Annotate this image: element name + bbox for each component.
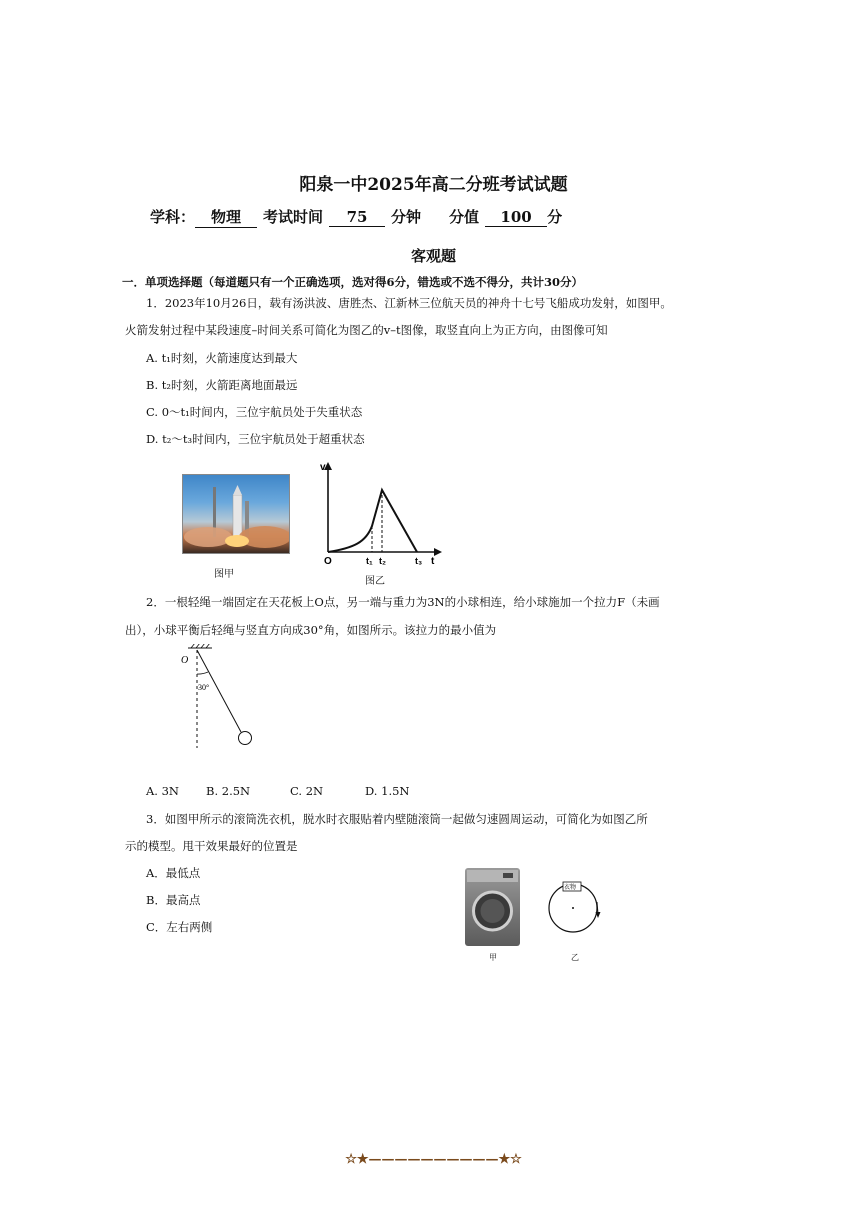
q2-option-c: C. 2N bbox=[290, 784, 324, 798]
q2-line1: 2．一根轻绳一端固定在天花板上O点，另一端与重力为3N的小球相连，给小球施加一个拉力F（未画 bbox=[146, 595, 660, 609]
graph-x-label: t bbox=[431, 556, 435, 567]
time-value: 75 bbox=[329, 208, 385, 227]
q1-line2: 火箭发射过程中某段速度–时间关系可简化为图乙的v–t图像，取竖直向上为正方向，由图像可知 bbox=[125, 323, 608, 337]
q1-option-d: D. t₂～t₃时间内，三位宇航员处于超重状态 bbox=[146, 432, 365, 446]
vt-graph bbox=[314, 458, 444, 570]
washing-machine-photo bbox=[465, 868, 520, 946]
exam-title: 阳泉一中2025年高二分班考试试题 bbox=[299, 175, 568, 195]
q1-option-c: C. 0～t₁时间内，三位宇航员处于失重状态 bbox=[146, 405, 363, 419]
score-label: 分值 bbox=[449, 208, 480, 226]
page-footer-ornament: ☆★——————————★☆ bbox=[345, 1152, 522, 1167]
time-label: 考试时间 bbox=[263, 208, 324, 226]
q2-option-b: B. 2.5N bbox=[206, 784, 251, 798]
part-heading: 一．单项选择题（每道题只有一个正确选项，选对得6分，错选或不选不得分，共计30分） bbox=[122, 275, 584, 289]
q3-option-a: A．最低点 bbox=[146, 866, 201, 880]
q3-option-c: C．左右两侧 bbox=[146, 920, 213, 934]
pendulum-diagram bbox=[178, 644, 268, 754]
point-o-label: O bbox=[181, 655, 189, 666]
q1-option-b: B. t₂时刻，火箭距离地面最远 bbox=[146, 378, 298, 392]
q2-option-d: D. 1.5N bbox=[365, 784, 410, 798]
q3-caption-model: 乙 bbox=[571, 953, 579, 962]
q3-line2: 示的模型。甩干效果最好的位置是 bbox=[125, 839, 298, 853]
clothes-label: 衣物 bbox=[564, 884, 577, 891]
q1-line1: 1．2023年10月26日，载有汤洪波、唐胜杰、江新林三位航天员的神舟十七号飞船成功发射，如图甲。 bbox=[146, 296, 672, 310]
graph-tick-t2: t₂ bbox=[379, 556, 386, 566]
q3-line1: 3．如图甲所示的滚筒洗衣机，脱水时衣服贴着内壁随滚筒一起做匀速圆周运动，可简化为如图乙所 bbox=[146, 812, 648, 826]
subject-value: 物理 bbox=[195, 206, 257, 228]
drum-model-diagram bbox=[545, 878, 605, 938]
graph-tick-t1: t₁ bbox=[366, 556, 373, 566]
rocket-launch-photo bbox=[182, 474, 290, 554]
angle-label: 30° bbox=[198, 683, 210, 692]
subject-label: 学科： bbox=[150, 208, 196, 226]
q3-option-b: B．最高点 bbox=[146, 893, 201, 907]
q2-option-a: A. 3N bbox=[146, 784, 179, 798]
graph-y-label: v bbox=[320, 462, 326, 473]
section-title: 客观题 bbox=[410, 247, 456, 265]
exam-info-line bbox=[150, 206, 562, 228]
score-value: 100 bbox=[485, 208, 547, 227]
q2-line2: 出），小球平衡后轻绳与竖直方向成30°角，如图所示。该拉力的最小值为 bbox=[125, 623, 497, 637]
score-unit: 分 bbox=[547, 208, 563, 226]
graph-origin-label: O bbox=[324, 556, 332, 567]
q1-option-a: A. t₁时刻，火箭速度达到最大 bbox=[146, 351, 298, 365]
q1-caption-photo: 图甲 bbox=[214, 569, 234, 580]
time-unit: 分钟 bbox=[391, 208, 422, 226]
q3-caption-photo: 甲 bbox=[489, 953, 497, 962]
q1-caption-graph: 图乙 bbox=[365, 576, 385, 587]
graph-tick-t3: t₃ bbox=[415, 556, 423, 566]
